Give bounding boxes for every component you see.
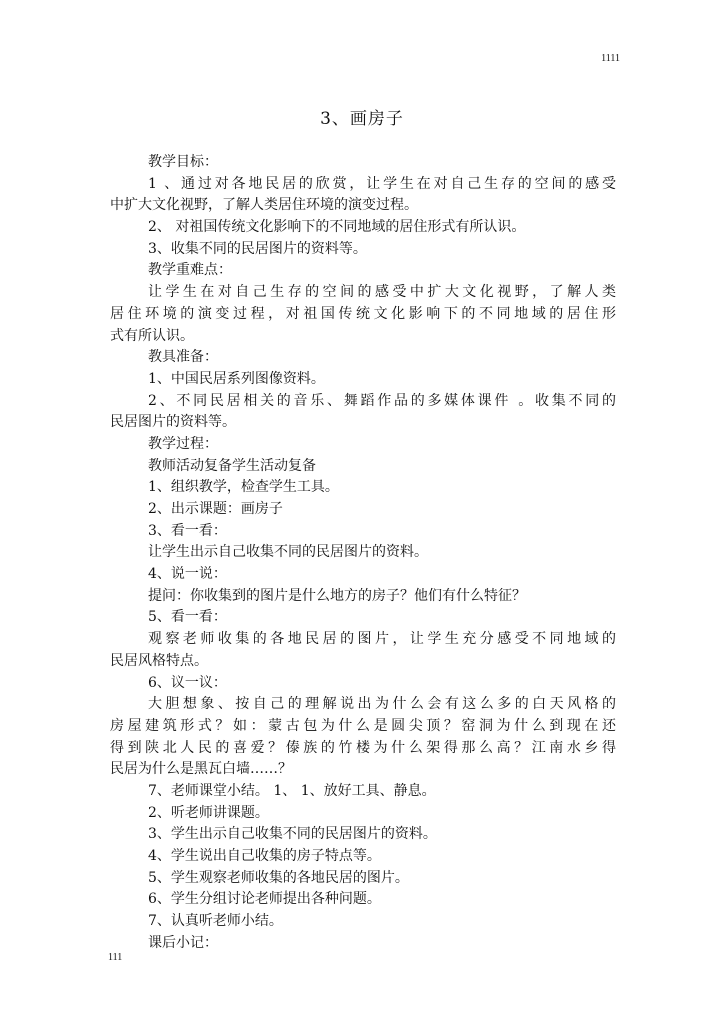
text-line: 教学重难点： (148, 262, 232, 279)
text-line: 4、学生说出自己收集的房子特点等。 (148, 848, 381, 864)
text-line: 民居风格特点。 (110, 652, 208, 669)
text-line: 提问：你收集到的图片是什么地方的房子？他们有什么特征？ (148, 587, 526, 604)
text-line: 2、出示课题：画房子 (148, 501, 283, 517)
text-line: 1 、通过对各地民居的欣赏，让学生在对自己生存的空间的感受 (148, 175, 616, 192)
text-line: 4、说一说： (148, 566, 227, 583)
text-line: 1、组织教学，检查学生工具。 (148, 479, 339, 496)
text-line: 2、听老师讲课题。 (148, 804, 269, 821)
text-line: 课后小记： (148, 934, 218, 951)
text-line: 6、学生分组讨论老师提出各种问题。 (148, 891, 381, 908)
text-line: 教学目标： (148, 154, 218, 170)
text-line: 观察老师收集的各地民居的图片，让学生充分感受不同地域的 (148, 631, 616, 648)
text-line: 教学过程： (148, 435, 218, 452)
text-line: 3、学生出示自己收集不同的民居图片的资料。 (148, 826, 437, 843)
text-line: 7、老师课堂小结。 1、 1、放好工具、静息。 (148, 782, 436, 799)
text-line: 3、看一看： (148, 522, 227, 539)
text-line: 民居为什么是黑瓦白墙……？ (110, 761, 292, 778)
text-line: 让学生出示自己收集不同的民居图片的资料。 (148, 544, 428, 561)
text-line: 中扩大文化视野，了解人类居住环境的演变过程。 (110, 197, 418, 214)
page-number-top: 1111 (601, 53, 620, 64)
text-line: 5、学生观察老师收集的各地民居的图片。 (148, 869, 409, 886)
text-line: 民居图片的资料等。 (110, 414, 236, 431)
text-line: 5、看一看： (148, 609, 227, 626)
document-body (110, 152, 616, 954)
text-line: 教具准备： (148, 349, 218, 366)
document-title: 3、画房子 (320, 109, 404, 129)
text-line: 7、认真听老师小结。 (148, 913, 283, 930)
text-line: 让学生在对自己生存的空间的感受中扩大文化视野，了解人类 (148, 284, 616, 301)
text-line: 居住环境的演变过程，对祖国传统文化影响下的不同地域的居住形 (110, 305, 616, 322)
text-line: 6、议一议： (148, 674, 227, 691)
text-line: 2、 对祖国传统文化影响下的不同地域的居住形式有所认识。 (148, 219, 526, 236)
text-line: 1、中国民居系列图像资料。 (148, 370, 325, 387)
text-line: 式有所认识。 (110, 327, 194, 344)
text-line: 3、收集不同的民居图片的资料等。 (148, 240, 367, 257)
text-line: 得到陕北人民的喜爱？傣族的竹楼为什么架得那么高？江南水乡得 (110, 739, 616, 756)
text-line: 教师活动复备学生活动复备 (148, 457, 316, 474)
page-number-bottom: 111 (108, 952, 123, 963)
text-line: 大胆想象、按自己的理解说出为什么会有这么多的白天风格的 (148, 696, 616, 713)
text-line: 2、不同民居相关的音乐、舞蹈作品的多媒体课件 。收集不同的 (148, 392, 616, 409)
text-line: 房屋建筑形式？如：蒙古包为什么是圆尖顶？窑洞为什么到现在还 (110, 717, 616, 734)
